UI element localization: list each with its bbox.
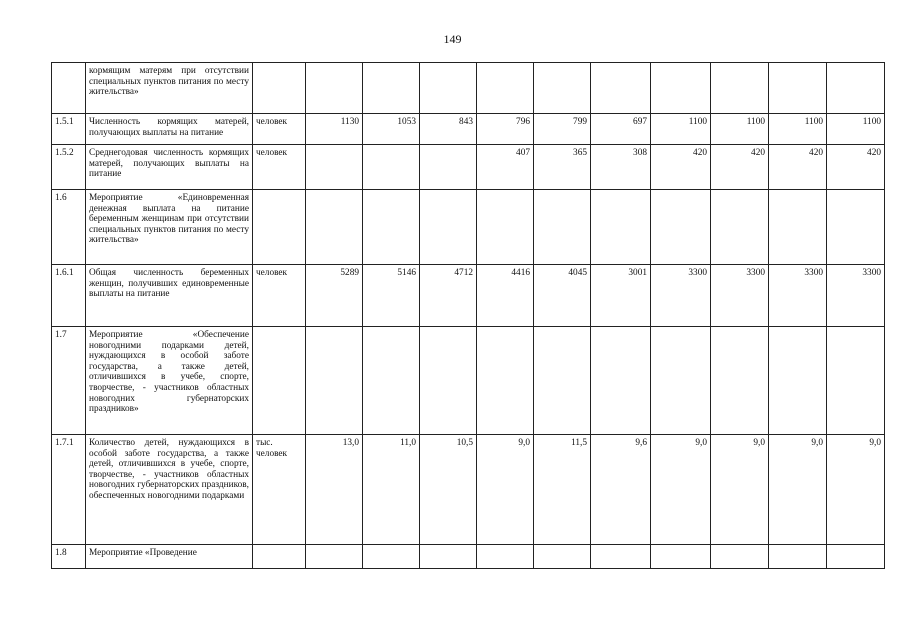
value-cell — [477, 327, 534, 435]
value-cell: 1100 — [711, 114, 769, 145]
row-number-cell: 1.6 — [52, 190, 86, 265]
table-row — [52, 545, 885, 569]
indicator-name-cell: Среднегодовая численность кормящих матерей, получающих выплаты на питание — [86, 145, 253, 190]
table-body — [52, 63, 885, 569]
value-cell: 9,0 — [827, 435, 885, 545]
value-cell — [477, 63, 534, 114]
row-number-cell: 1.8 — [52, 545, 86, 569]
value-cell: 9,0 — [769, 435, 827, 545]
value-cell: 407 — [477, 145, 534, 190]
value-cell — [651, 63, 711, 114]
table-row — [52, 190, 885, 265]
unit-cell: человек — [253, 265, 306, 327]
indicator-name-cell: кормящим матерям при отсутствии специальных пунктов питания по месту жительства» — [86, 63, 253, 114]
table-row — [52, 435, 885, 545]
table-row — [52, 114, 885, 145]
unit-cell — [253, 190, 306, 265]
value-cell — [827, 545, 885, 569]
value-cell: 9,0 — [477, 435, 534, 545]
value-cell: 420 — [651, 145, 711, 190]
value-cell — [769, 63, 827, 114]
value-cell — [711, 327, 769, 435]
value-cell — [651, 327, 711, 435]
unit-cell: тыс. человек — [253, 435, 306, 545]
unit-cell: человек — [253, 114, 306, 145]
value-cell — [306, 63, 363, 114]
value-cell — [477, 190, 534, 265]
value-cell: 5146 — [363, 265, 420, 327]
row-number-cell: 1.6.1 — [52, 265, 86, 327]
value-cell: 3001 — [591, 265, 651, 327]
value-cell: 11,0 — [363, 435, 420, 545]
indicator-name-cell: Мероприятие «Проведение — [86, 545, 253, 569]
value-cell: 4712 — [420, 265, 477, 327]
value-cell: 10,5 — [420, 435, 477, 545]
value-cell — [769, 190, 827, 265]
value-cell: 3300 — [651, 265, 711, 327]
value-cell: 1053 — [363, 114, 420, 145]
value-cell — [711, 190, 769, 265]
value-cell — [363, 63, 420, 114]
value-cell — [363, 145, 420, 190]
value-cell — [591, 545, 651, 569]
indicator-name-cell: Мероприятие «Обеспечение новогодними подарками детей, нуждающихся в особой заботе государства, а также детей, отличившихся в учебе, спорте, творчестве, - участников областных новогодних губернаторских праздников» — [86, 327, 253, 435]
unit-cell — [253, 63, 306, 114]
row-number-cell: 1.5.1 — [52, 114, 86, 145]
value-cell — [420, 63, 477, 114]
value-cell — [420, 545, 477, 569]
value-cell — [534, 190, 591, 265]
value-cell — [591, 327, 651, 435]
value-cell: 9,6 — [591, 435, 651, 545]
value-cell — [420, 190, 477, 265]
value-cell — [306, 190, 363, 265]
value-cell: 420 — [769, 145, 827, 190]
value-cell — [651, 190, 711, 265]
value-cell: 420 — [827, 145, 885, 190]
value-cell — [420, 145, 477, 190]
value-cell: 799 — [534, 114, 591, 145]
row-number-cell: 1.7 — [52, 327, 86, 435]
value-cell — [534, 327, 591, 435]
value-cell: 3300 — [711, 265, 769, 327]
table-row — [52, 265, 885, 327]
value-cell: 4045 — [534, 265, 591, 327]
value-cell: 420 — [711, 145, 769, 190]
value-cell: 308 — [591, 145, 651, 190]
value-cell: 9,0 — [651, 435, 711, 545]
value-cell: 3300 — [769, 265, 827, 327]
row-number-cell — [52, 63, 86, 114]
page-number: 149 — [443, 32, 462, 46]
unit-cell — [253, 545, 306, 569]
value-cell: 1100 — [651, 114, 711, 145]
value-cell — [420, 327, 477, 435]
value-cell: 365 — [534, 145, 591, 190]
value-cell — [827, 63, 885, 114]
value-cell — [651, 545, 711, 569]
value-cell: 3300 — [827, 265, 885, 327]
value-cell — [534, 545, 591, 569]
value-cell: 13,0 — [306, 435, 363, 545]
table-row — [52, 145, 885, 190]
value-cell: 9,0 — [711, 435, 769, 545]
value-cell — [306, 545, 363, 569]
value-cell — [711, 63, 769, 114]
row-number-cell: 1.7.1 — [52, 435, 86, 545]
table-row — [52, 327, 885, 435]
value-cell — [827, 327, 885, 435]
value-cell: 843 — [420, 114, 477, 145]
unit-cell: человек — [253, 145, 306, 190]
value-cell — [534, 63, 591, 114]
indicator-name-cell: Количество детей, нуждающихся в особой заботе государства, а также детей, отличившихся в учебе, спорте, творчестве, - участников областных новогодних губернаторских праздников, обеспеченных новогодними подарками — [86, 435, 253, 545]
row-number-cell: 1.5.2 — [52, 145, 86, 190]
value-cell — [591, 63, 651, 114]
value-cell: 11,5 — [534, 435, 591, 545]
value-cell — [306, 327, 363, 435]
value-cell: 796 — [477, 114, 534, 145]
value-cell — [711, 545, 769, 569]
indicator-name-cell: Общая численность беременных женщин, получивших единовременные выплаты на питание — [86, 265, 253, 327]
value-cell — [477, 545, 534, 569]
indicators-table — [51, 62, 885, 569]
value-cell — [591, 190, 651, 265]
value-cell — [363, 327, 420, 435]
table-row — [52, 63, 885, 114]
value-cell: 697 — [591, 114, 651, 145]
value-cell: 4416 — [477, 265, 534, 327]
unit-cell — [253, 327, 306, 435]
value-cell — [769, 327, 827, 435]
value-cell — [306, 145, 363, 190]
value-cell — [769, 545, 827, 569]
value-cell: 5289 — [306, 265, 363, 327]
value-cell: 1130 — [306, 114, 363, 145]
indicator-name-cell: Численность кормящих матерей, получающих выплаты на питание — [86, 114, 253, 145]
value-cell — [363, 190, 420, 265]
value-cell: 1100 — [769, 114, 827, 145]
value-cell — [363, 545, 420, 569]
value-cell — [827, 190, 885, 265]
value-cell: 1100 — [827, 114, 885, 145]
indicator-name-cell: Мероприятие «Единовременная денежная выплата на питание беременным женщинам при отсутствии специальных пунктов питания по месту жительства» — [86, 190, 253, 265]
